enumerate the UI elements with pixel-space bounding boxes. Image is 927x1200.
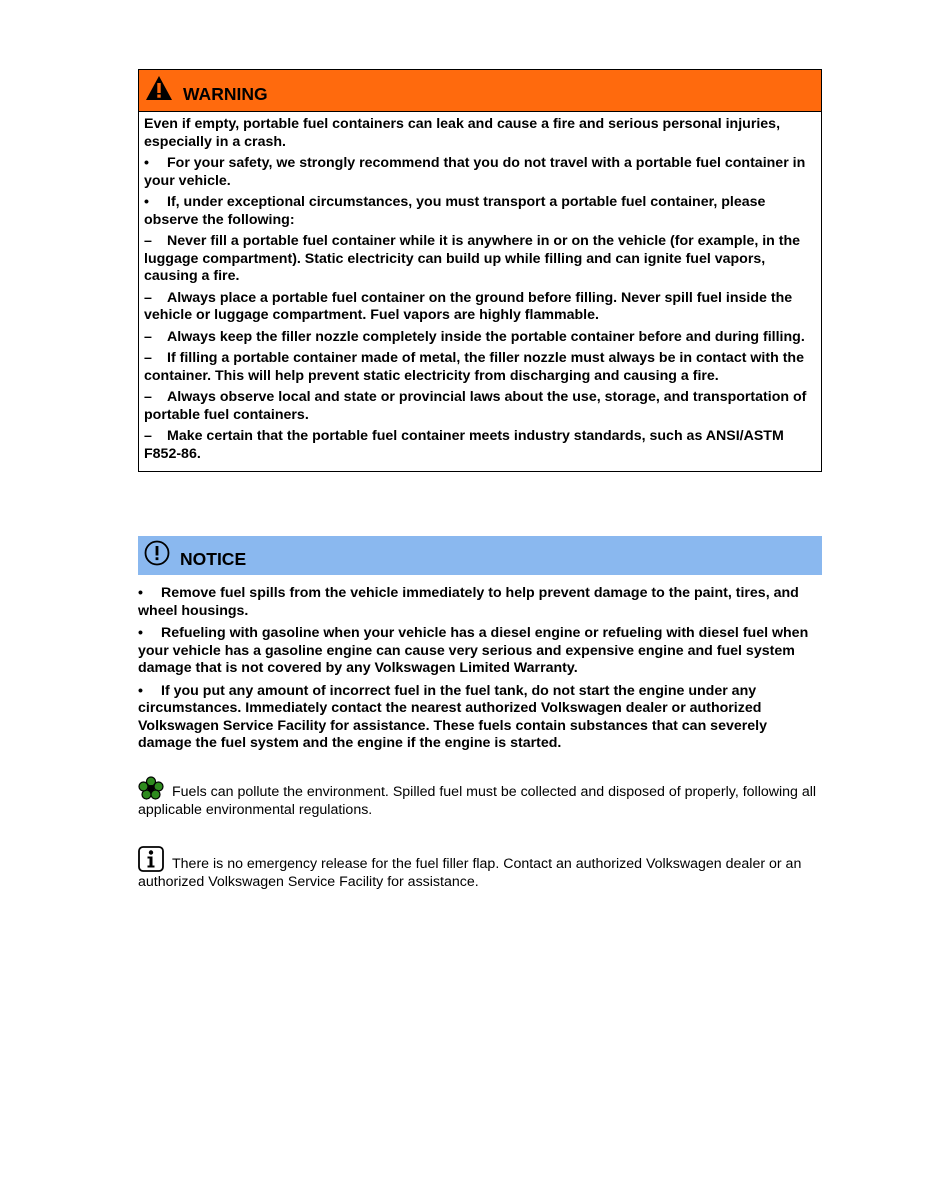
warning-bullet: • For your safety, we strongly recommend that you do not travel with a portable fuel container in your vehicle. xyxy=(144,155,806,189)
info-icon xyxy=(138,846,164,872)
notice-bullet: • Refueling with gasoline when your vehicle has a diesel engine or refueling with diesel fuel when your vehicle has a gasoline engine can cause very serious and expensive engine and fuel system damage that is not covered by any Volkswagen Limited Warranty. xyxy=(138,625,809,676)
warning-header xyxy=(139,70,821,112)
warning-dash-item: – Always place a portable fuel container on the ground before filling. Never spill fuel inside the vehicle or luggage compartment. Fuel vapors are highly flammable. xyxy=(144,289,793,323)
warning-dash-item: – Always observe local and state or provincial laws about the use, storage, and transportation of portable fuel containers. xyxy=(144,389,807,423)
notice-title: NOTICE xyxy=(180,549,247,569)
warning-dash-item: – Never fill a portable fuel container while it is anywhere in or on the vehicle (for example, in the luggage compartment). Static electricity can build up while filling and can ignite fuel vapors, causing a fire. xyxy=(144,233,801,284)
warning-dash-item: – Always keep the filler nozzle completely inside the portable container before and during filling. xyxy=(144,328,805,345)
notice-exclamation-icon xyxy=(144,540,170,566)
warning-dash-item: – Make certain that the portable fuel container meets industry standards, such as ANSI/ASTM F852-86. xyxy=(144,428,784,462)
notice-bullet: • Remove fuel spills from the vehicle immediately to help prevent damage to the paint, tires, and wheel housings. xyxy=(138,585,799,619)
warning-box xyxy=(138,69,822,472)
notice-body xyxy=(138,585,822,758)
warning-title: WARNING xyxy=(183,84,268,104)
environment-flower-icon xyxy=(138,776,164,800)
warning-intro: Even if empty, portable fuel containers can leak and cause a fire and serious personal injuries, especially in a crash. xyxy=(144,116,781,150)
warning-triangle-icon xyxy=(145,75,173,101)
warning-bullet: • If, under exceptional circumstances, you must transport a portable fuel container, please observe the following: xyxy=(144,194,766,228)
warning-dash-item: – If filling a portable container made of metal, the filler nozzle must always be in contact with the container. This will help prevent static electricity from discharging and causing a fire. xyxy=(144,350,804,384)
info-note xyxy=(138,846,828,891)
environment-note-text: Fuels can pollute the environment. Spilled fuel must be collected and disposed of properly, following all applicable environmental regulations. xyxy=(138,784,817,818)
environment-note xyxy=(138,776,828,819)
notice-header xyxy=(138,536,822,575)
info-note-text: There is no emergency release for the fuel filler flap. Contact an authorized Volkswagen dealer or an authorized Volkswagen Service Facility for assistance. xyxy=(138,856,802,890)
warning-body xyxy=(139,112,821,471)
notice-bullet: • If you put any amount of incorrect fuel in the fuel tank, do not start the engine under any circumstances. Immediately contact the nearest authorized Volkswagen dealer or authorized Volkswagen Service Facility for assistance. These fuels contain substances that can severely damage the fuel system and the engine if the engine is started. xyxy=(138,682,767,751)
